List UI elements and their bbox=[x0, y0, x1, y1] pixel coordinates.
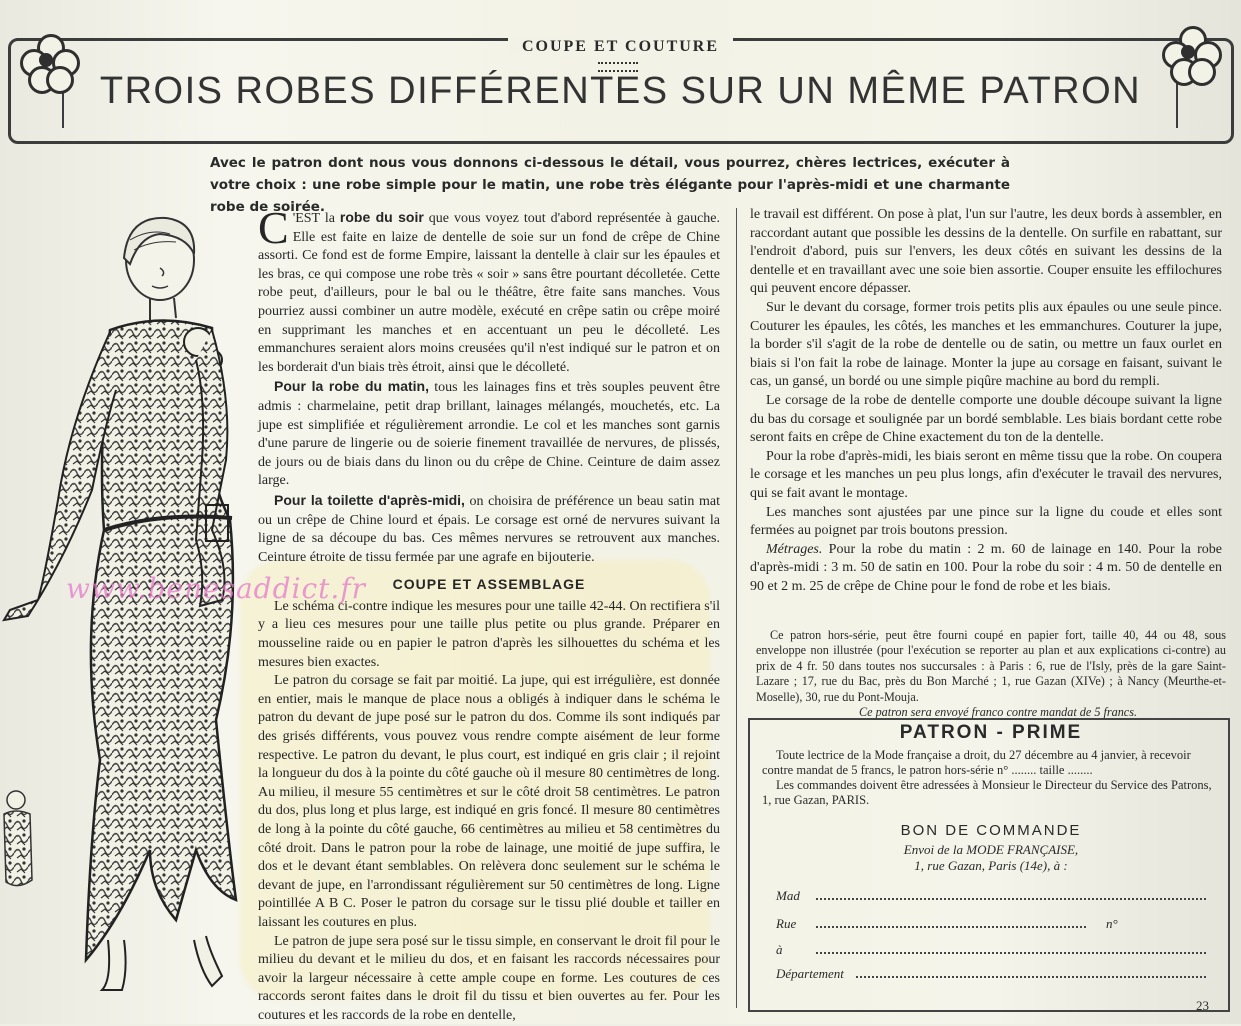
paragraph: Le schéma ci-contre indique les mesures pour une taille 42-44. On rectifiera s'il y a lieu ces mesures pour une taille plus petite ou plus grande. Préparer en mousseline raide ou en papier le patron d'après les silhouettes du schéma et les mesures bien exactes. bbox=[258, 598, 720, 670]
drop-cap: C bbox=[258, 202, 289, 253]
column-rule bbox=[736, 208, 737, 1008]
dress-illustration bbox=[0, 200, 260, 1010]
prime-text: Toute lectrice de la Mode française a droit, du 27 décembre au 4 janvier, à recevoir contre mandat de 5 francs, le patron hors-série n° ........ taille ........ Les commandes doivent être adressées à Monsieur le Directeur du Service des Patrons, 1, rue Gazan, PARIS. bbox=[762, 748, 1212, 807]
order-form-title: BON DE COMMANDE bbox=[900, 822, 1082, 839]
order-form-address: Envoi de la MODE FRANÇAISE, 1, rue Gazan, Paris (14e), à : bbox=[903, 842, 1079, 873]
paragraph: Le patron du corsage se fait par moitié. La jupe, qui est irrégulière, est donnée en entier, mais le manque de place nous a obligés à indiquer dans le schéma le patron du devant de jupe posé sur le patron du dos. Comme ils sont indiqués par des grisés différents, vous pouvez vous rendre compte aisément de leur forme respective. Le patron du devant, le plus court, est indiqué en gris clair ; il rejoint la longueur du dos à la pointe du côté gauche où il mesure 80 centimètres de long. Au milieu, il mesure 55 centimètres et sur le côté droit 58 centimètres. Le patron du dos, plus long et plus large, est indiqué en gris foncé. Il mesure 80 centimètres de long à la pointe du côté gauche, 66 centimètres au milieu et 58 centimètres du côté droit. Dans le patron pour la robe de lainage, une moitié de jupe suffira, le dos et le devant étant semblables. On relèvera donc seulement sur le schéma le devant de jupe, en l'arrondissant régulièrement sur 50 centimètres de long. Ligne pointillée A B C. Poser le patron du corsage sur le tissu plié double et tailler en laissant les coutures en plus. bbox=[258, 673, 720, 930]
pattern-notice: Ce patron hors-série, peut être fourni coupé en papier fort, taille 40, 44 ou 48, sous enveloppe non illustrée (pour l'exécution se reporter au plan et aux explications ci-contre) au prix de 4 fr. 50 dans toutes nos succursales : à Paris : 6, rue de l'Isly, près de la gare Saint-Lazare ; 17, rue du Bac, près du Bon Marché ; 1, rue Gazan (XIVe) ; à Nancy (Meurthe-et-Moselle), 30, rue du Pont-Mouja. Ce patron sera envoyé franco contre mandat de 5 francs. bbox=[756, 628, 1226, 720]
watermark: www.benesaddict.fr bbox=[66, 572, 367, 605]
figure-arm-right bbox=[196, 330, 227, 606]
page-number: 23 bbox=[1196, 998, 1209, 1013]
column-right: le travail est différent. On pose à plat, l'un sur l'autre, les deux bords à assembler, en raccordant autant que possible les dessins de la dentelle. On surfile en rabattant, sur l'endroit d'abord, puis sur l'envers, les deux côtés en suivant les dessins de la dentelle et en travaillant avec une soie bien assortie. Couper ensuite les effilochures qui peuvent encore dépasser. Sur le devant du corsage, former trois petits plis aux épaules ou une seule pince. Couturer les épaules, les côtés, les manches et les emmanchures. Couturer la jupe, la border s'il s'agit de la robe de dentelle ou de satin, ou mettre un faux ourlet en biais si l'on fait la robe de lainage. Monter la jupe au corsage en faisant, suivant le cas, un gansé, un bordé ou une simple piqûre machine au bord du rempli. Le corsage de la robe de dentelle comporte une double découpe suivant la ligne du bas du corsage et soulignée par un bordé semblable. Les biais bordant cette robe seront faits en crêpe de Chine exactement du ton de la dentelle. Pour la robe d'après-midi, les biais seront en même tissu que la robe. On coupera le corsage et les manches un peu plus longs, afin d'exécuter le travail des nervures, qui se fait avant le montage. Les manches sont ajustées par une pince sur la ligne du coude et elles sont fermées au poignet par trois boutons pression. Métrages. Pour la robe du matin : 2 m. 60 de lainage en 140. Pour la robe d'après-midi : 3 m. 50 de satin en 100. Pour la robe du soir : 4 m. 50 de dentelle en 90 et 2 m. 25 de crêpe de Chine pour le fond de robe et les biais. bbox=[750, 207, 1222, 594]
paragraph: Le corsage de la robe de dentelle comporte une double découpe suivant la ligne du bas du corsage et soulignée par un bordé semblable. Les biais bordant cette robe seront faits en crêpe de Chine exactement du ton de la dentelle. bbox=[750, 392, 1222, 446]
field-a[interactable]: à bbox=[776, 942, 1206, 958]
page-title: TROIS ROBES DIFFÉRENTES SUR UN MÊME PATRON bbox=[99, 70, 1142, 112]
subheading-coupe: COUPE ET ASSEMBLAGE bbox=[392, 576, 586, 593]
section-kicker: COUPE ET COUTURE bbox=[0, 38, 1241, 56]
paragraph: le travail est différent. On pose à plat, l'un sur l'autre, les deux bords à assembler, en raccordant autant que possible les dessins de la dentelle. On surfile en rabattant, sur l'endroit d'abord, puis sur l'envers, les deux côtés en suivant les dessins de la dentelle et en travaillant avec une soie bien assortie. Couper ensuite les effilochures qui peuvent encore dépasser. bbox=[750, 207, 1222, 297]
small-figure bbox=[4, 791, 32, 886]
prime-title: PATRON - PRIME bbox=[899, 722, 1083, 743]
field-rue[interactable]: Rue n° bbox=[776, 916, 1118, 931]
field-mad[interactable]: Mad bbox=[776, 888, 1206, 904]
paragraph: Les manches sont ajustées par une pince sur la ligne du coude et elles sont fermées au poignet par trois boutons pression. bbox=[750, 504, 1222, 539]
paragraph: Sur le devant du corsage, former trois petits plis aux épaules ou une seule pince. Couturer les épaules, les côtés, les manches et les emmanchures. Couturer la jupe, la border s'il s'agit de la robe de dentelle ou de satin, ou mettre un faux ourlet en biais si l'on fait la robe de lainage. Monter la jupe au corsage en faisant, suivant le cas, un gansé, un bordé ou une simple piqûre machine au bord du rempli. bbox=[750, 299, 1222, 390]
intro-paragraph: Avec le patron dont nous vous donnons ci-dessous le détail, vous pourrez, chères lectrices, exécuter à votre choix : une robe simple pour le matin, une robe très élégante pour l'après-midi et une charmante robe de soirée. bbox=[210, 155, 1010, 215]
field-departement[interactable]: Département bbox=[776, 966, 1206, 982]
paragraph: Pour la robe d'après-midi, les biais seront en même tissu que la robe. On coupera le corsage et les manches un peu plus longs, afin d'exécuter le travail des nervures, qui se fait avant le montage. bbox=[750, 448, 1222, 501]
column-left: C 'EST la robe du soir que vous voyez tout d'abord représentée à gauche. Elle est faite en laize de dentelle de soie sur un fond de crêpe de Chine assorti. Ce fond est de forme Empire, laissant la dentelle à clair sur les épaules et les bras, ce qui compose une robe très « soir » sans être pourtant décolletée. Cette robe peut, d'ailleurs, pour le bal ou le théâtre, être faite sans manches. Vous pourriez aussi combiner un autre modèle, exécuté en crêpe satin ou crêpe moiré en supprimant les manches et en accentuant un peu le décolleté. Les emmanchures seraient alors moins creusées qu'il n'est indiqué sur le patron et on les borderait d'un biais très étroit, ainsi que le décolleté. Pour la robe du matin, tous les lainages fins et très souples peuvent être admis : charmelaine, petit drap brillant, lainages mélangés, mouchetés, etc. La jupe est simplifiée et régulièrement arrondie. Le col et les manches sont garnis d'une parure de lingerie ou de soierie finement travaillée de nervures, de plissés, de jours ou de biais dans du linon ou du crêpe de Chine. Ceinture de daim assez large. Pour la toilette d'après-midi, on choisira de préférence un beau satin mat ou un crêpe de Chine lourd et épais. Le corsage est orné de nervures suivant la ligne de sa découpe du bas. Ces mêmes nervures se retrouvent aux manches. Ceinture étroite de tissu fermée par une agrafe en bijouterie. COUPE ET ASSEMBLAGE Le schéma ci-contre indique les mesures pour une taille 42-44. On rectifiera s'il y a lieu ces mesures pour une taille plus petite ou plus grande. Préparer en mousseline raide ou en papier le patron d'après les silhouettes du schéma et les mesures bien exactes. Le patron du corsage se fait par moitié. La jupe, qui est irrégulière, est donnée en entier, mais le manque de place nous a obligés à indiquer dans le schéma le patron du devant de jupe posé sur le patron du dos. Comme ils sont indiqués par des grisés différents, vous pouvez vous rendre compte aisément de leur forme respective. Le patron du devant, le plus court, est indiqué en gris clair ; il rejoint la longueur du dos à la pointe du côté gauche où il mesure 80 centimètres de long. Au milieu, il mesure 55 centimètres et sur le côté droit 58 centimètres. Le patron du dos, plus long et plus large, est indiqué en gris foncé. Il mesure 80 centimètres de long à la pointe du côté gauche, 66 centimètres au milieu et 58 centimètres du côté droit. Dans le patron pour la robe de lainage, une moitié de jupe suffira, le dos et le devant étant semblables. On relèvera donc seulement sur le schéma le devant de jupe, en l'arrondissant régulièrement sur 50 centimètres de long. Ligne pointillée A B C. Poser le patron du corsage sur le tissu plié double et tailler en laissant les coutures en plus. Le patron de jupe sera posé sur le tissu simple, en conservant le droit fil pour le milieu du devant et le milieu du dos, et en faisant les raccords nécessaires pour avoir la largeur nécessaire à cette ample coupe en forme. Les coutures de ces raccords seront faites dans le droit fil du tissu et bien ouvertes au fer. Pour les coutures et les raccords de la robe en dentelle, bbox=[258, 208, 720, 1026]
paragraph: Le patron de jupe sera posé sur le tissu simple, en conservant le droit fil pour le milieu du devant et le milieu du dos, et en faisant les raccords nécessaires pour avoir la largeur nécessaire à cette ample coupe en forme. Les coutures de ces raccords seront faites dans le droit fil du tissu et bien ouvertes au fer. Pour les coutures et les raccords de la robe en dentelle, bbox=[258, 933, 720, 1023]
